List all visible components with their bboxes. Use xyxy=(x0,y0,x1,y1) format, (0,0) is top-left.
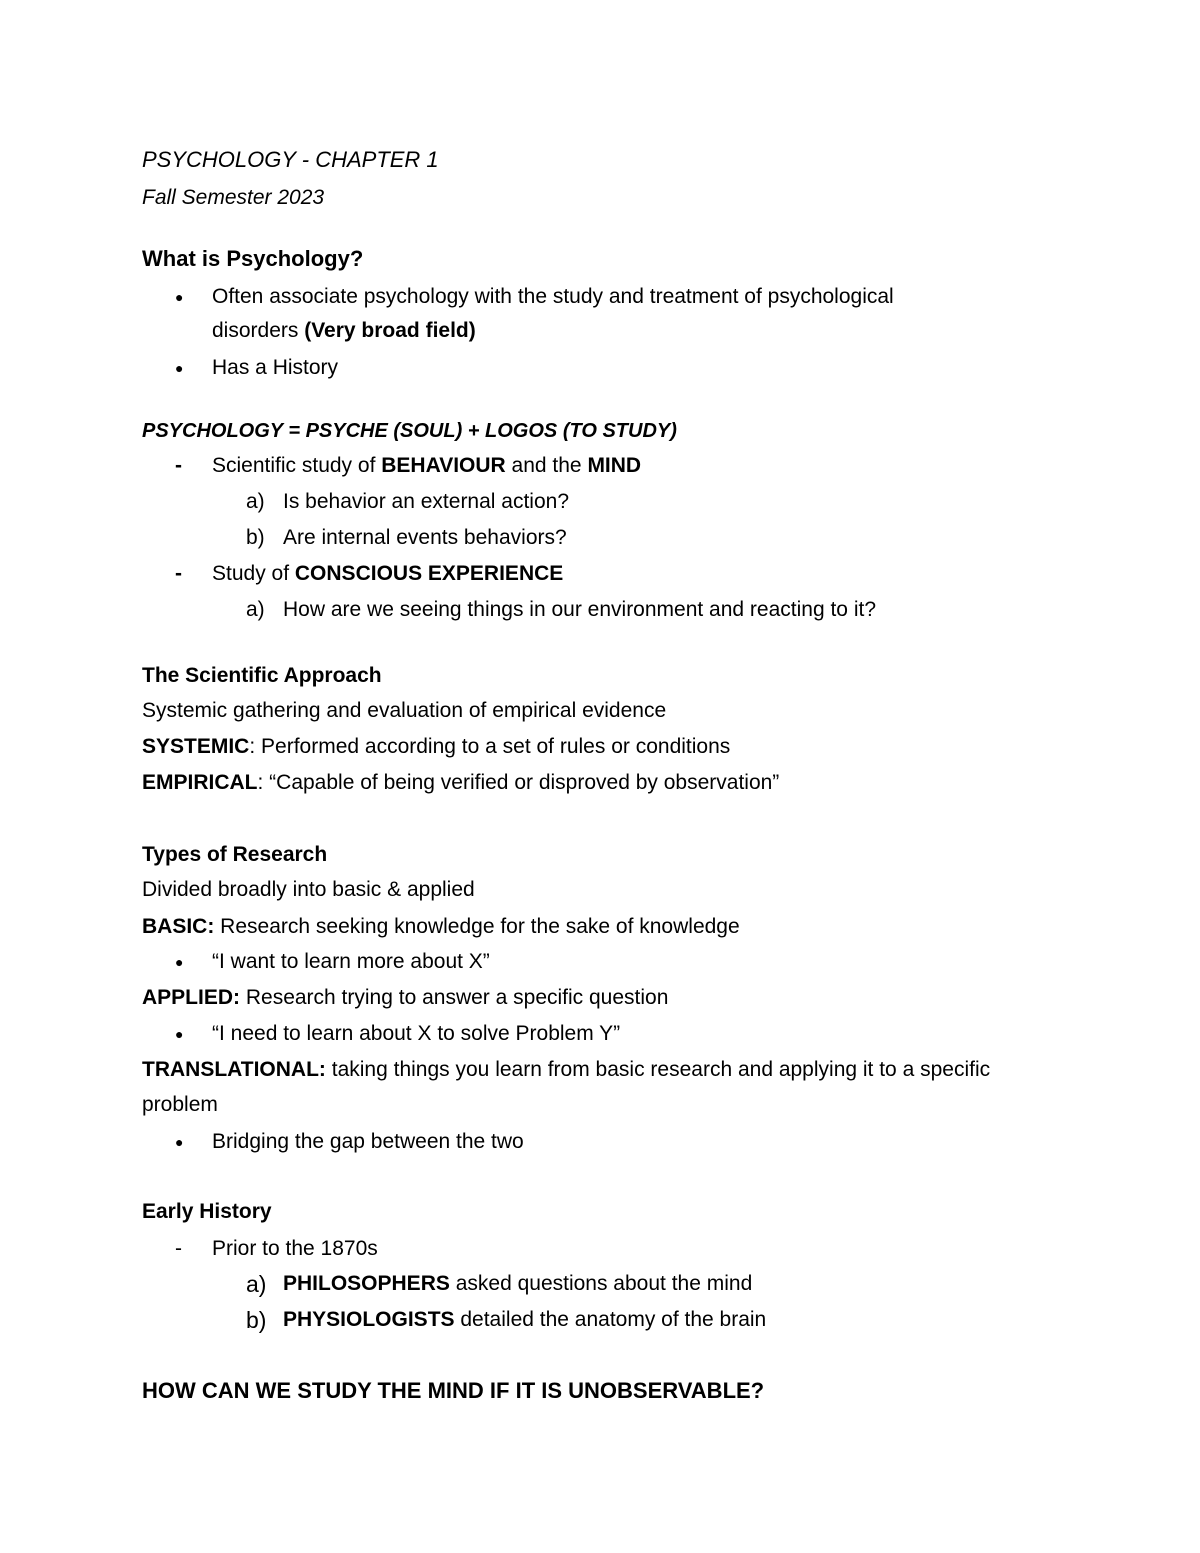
emphasis-text: CONSCIOUS EXPERIENCE xyxy=(294,562,564,585)
bullet-icon: ● xyxy=(175,360,184,376)
section-heading-early-history: Early History xyxy=(142,1200,272,1223)
definition-text: Research trying to answer a specific question xyxy=(240,986,669,1009)
paragraph-line: Systemic gathering and evaluation of empirical evidence xyxy=(142,699,667,722)
list-item: Often associate psychology with the study and treatment of psychological xyxy=(212,285,894,308)
definition-text: Research seeking knowledge for the sake of knowledge xyxy=(214,915,740,938)
sublist-item-text: asked questions about the mind xyxy=(449,1272,753,1295)
list-item-text: disorders xyxy=(212,319,305,342)
list-item: Has a History xyxy=(212,356,339,379)
list-item xyxy=(212,560,563,588)
closing-question: HOW CAN WE STUDY THE MIND IF IT IS UNOBSERVABLE? xyxy=(142,1378,765,1403)
emphasis-text: MIND xyxy=(587,454,642,477)
sublist-label: a) xyxy=(246,598,265,621)
list-item: Prior to the 1870s xyxy=(212,1237,378,1260)
definition-line xyxy=(142,769,779,797)
section-heading-types-of-research: Types of Research xyxy=(142,843,328,866)
emphasis-text: BEHAVIOUR xyxy=(381,454,506,477)
sublist-item xyxy=(283,1270,752,1298)
term: SYSTEMIC xyxy=(142,735,250,758)
list-item-text: Scientific study of xyxy=(212,454,382,477)
section-heading-definition: PSYCHOLOGY = PSYCHE (SOUL) + LOGOS (TO STUDY) xyxy=(142,420,677,442)
sublist-label: b) xyxy=(246,1307,267,1333)
bullet-icon: ● xyxy=(175,954,184,970)
list-item: “I need to learn about X to solve Problem Y” xyxy=(212,1022,621,1045)
definition-line xyxy=(142,913,740,941)
emphasis-text: (Very broad field) xyxy=(304,319,476,342)
dash-bullet: - xyxy=(175,454,182,477)
sublist-label: a) xyxy=(246,490,265,513)
bullet-icon: ● xyxy=(175,1026,184,1042)
term: APPLIED: xyxy=(142,986,241,1009)
emphasis-text: PHILOSOPHERS xyxy=(283,1272,450,1295)
sublist-item: Is behavior an external action? xyxy=(283,490,570,513)
list-item: “I want to learn more about X” xyxy=(212,950,490,973)
document-subtitle: Fall Semester 2023 xyxy=(142,186,325,209)
sublist-item: Are internal events behaviors? xyxy=(283,526,567,549)
term: EMPIRICAL xyxy=(142,771,258,794)
term: BASIC: xyxy=(142,915,215,938)
section-heading-what-is-psychology: What is Psychology? xyxy=(142,246,364,271)
list-item-text: and the xyxy=(505,454,588,477)
sublist-label: a) xyxy=(246,1271,267,1297)
bullet-icon: ● xyxy=(175,1134,184,1150)
emphasis-text: PHYSIOLOGISTS xyxy=(283,1308,455,1331)
list-item: Bridging the gap between the two xyxy=(212,1130,524,1153)
dash-bullet: - xyxy=(175,562,182,585)
definition-continuation: problem xyxy=(142,1093,218,1116)
document-title: PSYCHOLOGY - CHAPTER 1 xyxy=(142,147,439,172)
definition-line xyxy=(142,984,668,1012)
sublist-item: How are we seeing things in our environment and reacting to it? xyxy=(283,598,877,621)
list-item xyxy=(212,452,641,480)
sublist-item xyxy=(283,1306,766,1334)
list-item-text: Study of xyxy=(212,562,295,585)
definition-text: : Performed according to a set of rules or conditions xyxy=(249,735,731,758)
bullet-icon: ● xyxy=(175,289,184,305)
dash-bullet: - xyxy=(175,1237,182,1260)
definition-text: taking things you learn from basic research and applying it to a specific xyxy=(325,1058,991,1081)
sublist-item-text: detailed the anatomy of the brain xyxy=(454,1308,767,1331)
term: TRANSLATIONAL: xyxy=(142,1058,326,1081)
definition-line xyxy=(142,1056,990,1084)
list-item-continuation xyxy=(212,317,476,345)
definition-text: : “Capable of being verified or disproved by observation” xyxy=(257,771,780,794)
definition-line xyxy=(142,733,730,761)
sublist-label: b) xyxy=(246,526,265,549)
paragraph-line: Divided broadly into basic & applied xyxy=(142,878,475,901)
section-heading-scientific-approach: The Scientific Approach xyxy=(142,664,382,687)
